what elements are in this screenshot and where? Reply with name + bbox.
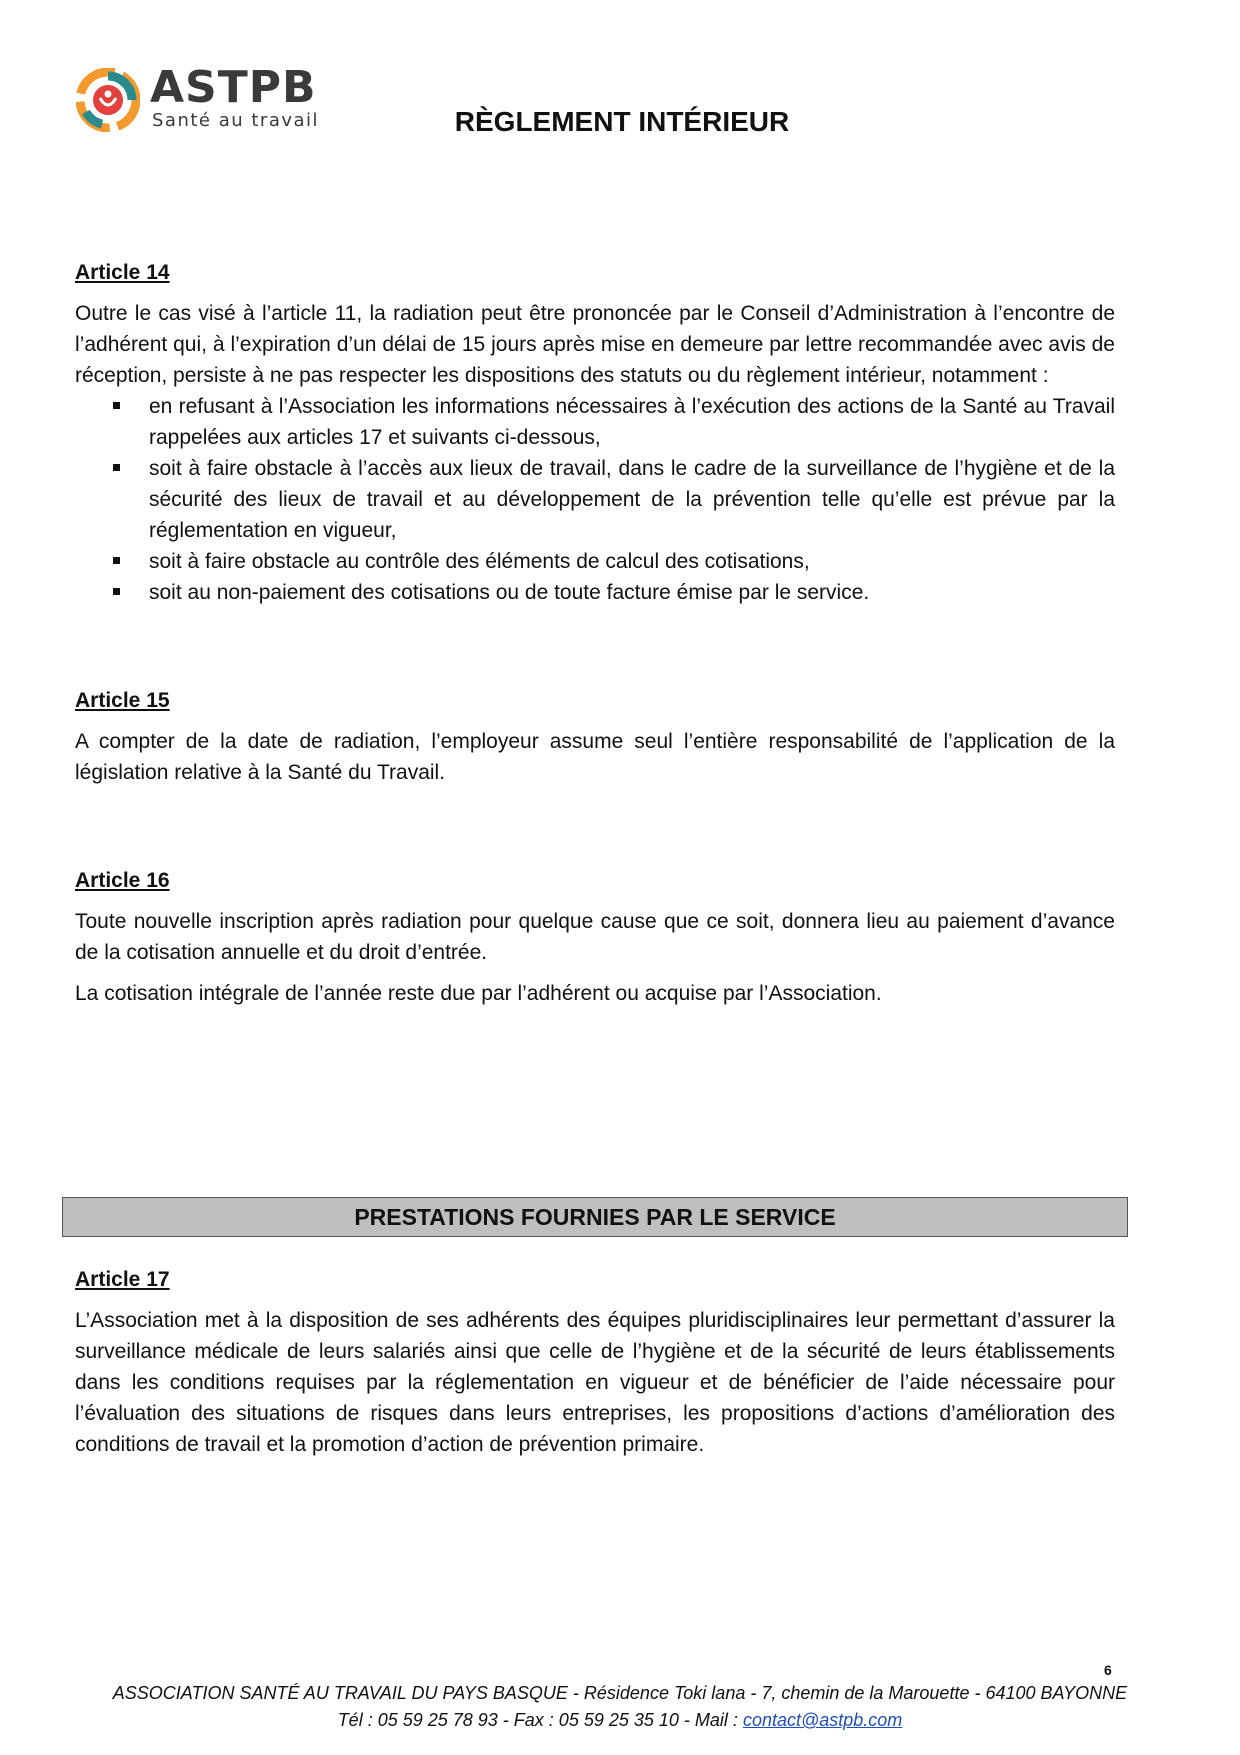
article-14	[75, 258, 1115, 608]
logo-tagline: Santé au travail	[152, 110, 320, 131]
list-item-text: soit à faire obstacle au contrôle des éléments de calcul des cotisations,	[149, 550, 810, 573]
document-title: RÈGLEMENT INTÉRIEUR	[454, 106, 790, 137]
article-15-heading: Article 15	[75, 689, 170, 712]
document-body	[75, 258, 1115, 1009]
list-item-text: soit à faire obstacle à l’accès aux lieux de travail, dans le cadre de la surveillance de l’hygiène et de la sécurité des lieux de travail et au développement de la prévention telle qu’elle est prévue par la réglementation en vigueur,	[149, 457, 1115, 542]
list-item	[75, 577, 1115, 608]
square-bullet-icon	[113, 557, 120, 564]
square-bullet-icon	[113, 588, 120, 595]
email-link[interactable]: contact@astpb.com	[742, 1710, 903, 1730]
logo-name: ASTPB	[150, 62, 317, 113]
square-bullet-icon	[113, 402, 120, 409]
article-15-text: A compter de la date de radiation, l’employeur assume seul l’entière responsabilité de l’application de la législation relative à la Santé du Travail.	[75, 730, 1115, 784]
page-footer	[0, 1680, 1240, 1734]
list-item	[75, 391, 1115, 453]
section-title-band: PRESTATIONS FOURNIES PAR LE SERVICE	[62, 1197, 1128, 1237]
footer-contact	[0, 1707, 1240, 1734]
article-17	[75, 1265, 1115, 1460]
article-14-heading: Article 14	[75, 261, 170, 284]
footer-phone-fax: Tél : 05 59 25 78 93 - Fax : 05 59 25 35 10 - Mail :	[337, 1710, 743, 1730]
article-14-intro: Outre le cas visé à l’article 11, la radiation peut être prononcée par le Conseil d’Administration à l’encontre de l’adhérent qui, à l’expiration d’un délai de 15 jours après mise en demeure par lettre recommandée avec avis de réception, persiste à ne pas respecter les dispositions des statuts ou du règlement intérieur, notamment :	[75, 302, 1115, 387]
list-item-text: soit au non-paiement des cotisations ou de toute facture émise par le service.	[149, 581, 870, 604]
list-item-text: en refusant à l’Association les informations nécessaires à l’exécution des actions de la Santé au Travail rappelées aux articles 17 et suivants ci-dessous,	[149, 395, 1115, 449]
article-15	[75, 686, 1115, 788]
article-16	[75, 866, 1115, 1009]
square-bullet-icon	[113, 464, 120, 471]
article-16-text-2: La cotisation intégrale de l’année reste due par l’adhérent ou acquise par l’Association.	[75, 982, 882, 1005]
footer-address: ASSOCIATION SANTÉ AU TRAVAIL DU PAYS BASQUE - Résidence Toki lana - 7, chemin de la Marouette - 64100 BAYONNE	[112, 1683, 1128, 1703]
article-16-heading: Article 16	[75, 869, 170, 892]
list-item	[75, 546, 1115, 577]
page-number: 6	[1104, 1662, 1112, 1678]
article-14-bullet-list	[75, 391, 1115, 608]
article-17-text: L’Association met à la disposition de ses adhérents des équipes pluridisciplinaires leur permettant d’assurer la surveillance médicale de leurs salariés ainsi que celle de l’hygiène et de la sécurité de leurs établissements dans les conditions requises par la réglementation en vigueur et de bénéficier de l’aide nécessaire pour l’évaluation des situations de risques dans leurs entreprises, les propositions d’actions d’amélioration des conditions de travail et la promotion d’action de prévention primaire.	[75, 1309, 1115, 1456]
article-17-heading: Article 17	[75, 1268, 170, 1291]
article-16-text-1: Toute nouvelle inscription après radiation pour quelque cause que ce soit, donnera lieu au paiement d’avance de la cotisation annuelle et du droit d’entrée.	[75, 910, 1115, 964]
list-item	[75, 453, 1115, 546]
